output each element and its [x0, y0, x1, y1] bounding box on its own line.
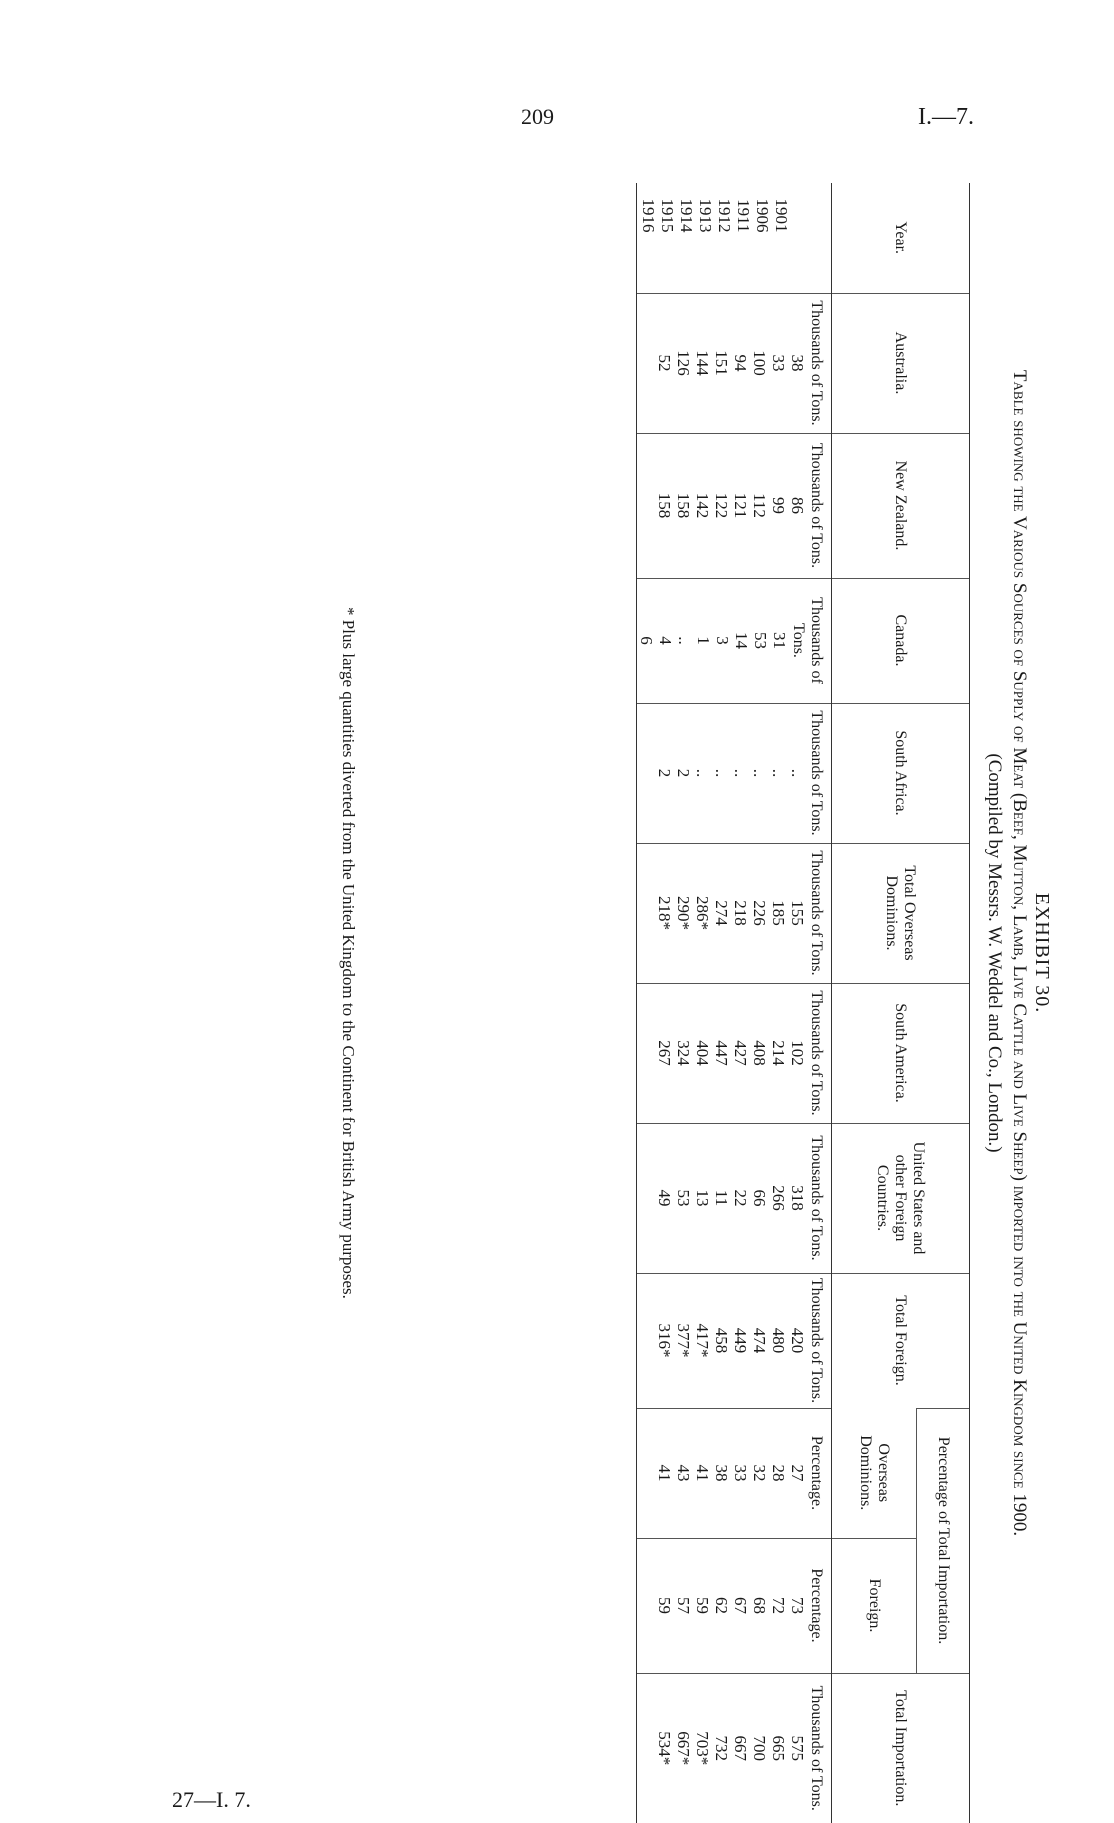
- data-cell: 13: [693, 1189, 712, 1207]
- table-body-row: [637, 183, 832, 1823]
- pct-foreign-column: [637, 1538, 832, 1673]
- data-cell: 121: [731, 492, 750, 519]
- header-year: Year.: [832, 183, 970, 293]
- data-cell: 214: [769, 1040, 788, 1066]
- exhibit-title: Table showing the Various Sources of Supply of Meat (Beef, Mutton, Lamb, Live Cattle and Live Sheep) imported into the United Kingdom since 1900.: [1009, 369, 1030, 1537]
- data-cell: 3: [713, 636, 732, 645]
- data-cell: 427: [731, 1040, 750, 1066]
- data-cell: 31: [770, 632, 789, 649]
- unit-label: Thousands of Tons.: [808, 710, 825, 836]
- data-cell: 100: [750, 350, 769, 376]
- data-cell: 185: [769, 900, 788, 926]
- year-cell: 1915: [658, 198, 677, 233]
- data-cell: 534*: [655, 1731, 674, 1766]
- data-cell: 286*: [693, 896, 712, 930]
- canada-column: [637, 578, 832, 703]
- unit-label: Percentage.: [808, 1568, 825, 1643]
- data-cell: ..: [712, 768, 731, 778]
- data-cell: 404: [693, 1040, 712, 1066]
- data-cell: 73: [788, 1597, 807, 1614]
- south-africa-column: [637, 703, 832, 843]
- data-cell: 142: [693, 492, 712, 519]
- header-south-africa: South Africa.: [832, 703, 970, 843]
- data-cell: 6: [637, 636, 656, 645]
- data-cell: 122: [712, 492, 731, 519]
- unit-label: Thousands of Tons.: [808, 1277, 825, 1404]
- data-cell: 144: [693, 350, 712, 376]
- data-cell: 28: [769, 1464, 788, 1482]
- data-cell: ..: [750, 768, 769, 778]
- header-pct-foreign: Foreign.: [832, 1538, 917, 1673]
- year-cell: 1901: [772, 198, 791, 233]
- data-cell: 53: [751, 632, 770, 649]
- data-cell: 703*: [693, 1731, 712, 1766]
- data-cell: 99: [769, 497, 788, 514]
- data-cell: 62: [712, 1597, 731, 1614]
- header-south-america: South America.: [832, 983, 970, 1123]
- data-cell: ..: [693, 768, 712, 778]
- header-canada: Canada.: [832, 578, 970, 703]
- header-australia: Australia.: [832, 293, 970, 433]
- us-other-column: [637, 1123, 832, 1273]
- data-cell: 324: [674, 1040, 693, 1066]
- data-cell: 449: [731, 1327, 750, 1354]
- data-cell: 68: [750, 1597, 769, 1614]
- data-cell: 33: [731, 1464, 750, 1482]
- header-pct-overseas: Overseas Dominions.: [832, 1408, 917, 1538]
- header-total-overseas: Total Overseas Dominions.: [832, 843, 970, 983]
- year-cell: 1914: [677, 198, 696, 233]
- data-cell: ..: [675, 636, 694, 645]
- data-cell: 14: [732, 632, 751, 649]
- data-cell: 1: [694, 636, 713, 645]
- data-cell: 22: [731, 1189, 750, 1207]
- data-cell: 480: [769, 1327, 788, 1354]
- data-cell: 420: [788, 1327, 807, 1354]
- data-cell: 155: [788, 900, 807, 926]
- data-cell: 4: [656, 636, 675, 645]
- data-cell: 218: [731, 900, 750, 926]
- data-cell: ..: [731, 768, 750, 778]
- data-cell: 700: [750, 1735, 769, 1761]
- unit-label: Thousands of Tons.: [808, 442, 825, 569]
- data-cell: 38: [788, 354, 807, 372]
- data-cell: 59: [655, 1597, 674, 1614]
- footnote: * Plus large quantities diverted from the United Kingdom to the Continent for British Army purposes.: [339, 607, 358, 1299]
- unit-label: Thousands of Tons.: [808, 850, 825, 976]
- data-cell: 49: [655, 1189, 674, 1207]
- page-reference: I.—7.: [918, 104, 974, 130]
- data-cell: 59: [693, 1597, 712, 1614]
- data-cell: 575: [788, 1735, 807, 1761]
- data-cell: 274: [712, 900, 731, 926]
- data-cell: 316*: [655, 1323, 674, 1358]
- total-foreign-column: [637, 1273, 832, 1408]
- pct-overseas-column: [637, 1408, 832, 1538]
- unit-label: Thousands of Tons.: [808, 1685, 825, 1811]
- data-cell: 72: [769, 1597, 788, 1614]
- unit-label: Thousands of Tons.: [808, 990, 825, 1116]
- page-number: 209: [521, 104, 554, 129]
- unit-label: Thousands of Tons.: [808, 300, 825, 426]
- data-cell: 151: [712, 350, 731, 376]
- year-cell: 1916: [639, 198, 658, 233]
- meat-supply-table: [636, 183, 970, 1823]
- total-importation-column: [637, 1673, 832, 1823]
- exhibit-label: EXHIBIT 30.: [1031, 892, 1053, 1014]
- data-cell: 86: [788, 497, 807, 514]
- total-overseas-column: [637, 843, 832, 983]
- australia-column: [637, 293, 832, 433]
- data-cell: 53: [674, 1189, 693, 1207]
- data-cell: 474: [750, 1327, 769, 1354]
- data-cell: 52: [655, 354, 674, 372]
- data-cell: 417*: [693, 1323, 712, 1358]
- data-cell: 11: [712, 1189, 731, 1207]
- unit-label: Percentage.: [808, 1435, 825, 1511]
- header-total-importation: Total Importation.: [832, 1673, 970, 1823]
- data-cell: 667: [731, 1735, 750, 1761]
- data-cell: 94: [731, 354, 750, 372]
- south-america-column: [637, 983, 832, 1123]
- data-cell: 126: [674, 350, 693, 376]
- data-cell: 458: [712, 1327, 731, 1354]
- data-cell: 377*: [674, 1323, 693, 1358]
- data-cell: 41: [655, 1464, 674, 1482]
- data-cell: 27: [788, 1464, 807, 1482]
- data-cell: 2: [655, 768, 674, 778]
- data-cell: 102: [788, 1040, 807, 1066]
- header-percentage-group: Percentage of Total Importation.: [917, 1408, 970, 1673]
- rotated-exhibit: [336, 183, 1078, 1811]
- data-cell: 66: [750, 1189, 769, 1207]
- data-cell: ..: [769, 768, 788, 778]
- unit-label: Thousands of Tons.: [808, 1135, 825, 1261]
- year-column: [637, 183, 832, 293]
- data-cell: 2: [674, 768, 693, 778]
- data-cell: 112: [750, 493, 769, 518]
- sheet-reference: 27—I. 7.: [172, 1787, 251, 1812]
- year-cell: 1911: [734, 199, 753, 233]
- data-cell: 43: [674, 1464, 693, 1482]
- data-cell: 732: [712, 1735, 731, 1761]
- data-cell: 290*: [674, 896, 693, 930]
- data-cell: 667*: [674, 1731, 693, 1766]
- data-cell: 218*: [655, 896, 674, 930]
- header-new-zealand: New Zealand.: [832, 433, 970, 578]
- exhibit-subtitle: (Compiled by Messrs. W. Weddel and Co., London.): [984, 753, 1005, 1153]
- data-cell: 33: [769, 354, 788, 372]
- data-cell: 408: [750, 1040, 769, 1066]
- data-cell: 158: [655, 492, 674, 519]
- data-cell: 318: [788, 1185, 807, 1211]
- data-cell: 266: [769, 1185, 788, 1211]
- data-cell: 665: [769, 1735, 788, 1761]
- header-total-foreign: Total Foreign.: [832, 1273, 970, 1408]
- data-cell: 158: [674, 492, 693, 519]
- header-us-other: United States and other Foreign Countries.: [832, 1123, 970, 1273]
- data-cell: 447: [712, 1040, 731, 1066]
- data-cell: ..: [788, 768, 807, 778]
- data-cell: 57: [674, 1597, 693, 1614]
- new-zealand-column: [637, 433, 832, 578]
- year-cell: 1906: [753, 198, 772, 233]
- year-cell: 1912: [715, 198, 734, 233]
- year-cell: 1913: [696, 198, 715, 233]
- data-cell: 226: [750, 900, 769, 926]
- data-cell: 41: [693, 1464, 712, 1482]
- data-cell: 267: [655, 1040, 674, 1066]
- data-cell: 67: [731, 1597, 750, 1614]
- data-cell: 38: [712, 1464, 731, 1482]
- data-cell: 32: [750, 1464, 769, 1482]
- unit-label: Thousands of Tons.: [790, 597, 825, 684]
